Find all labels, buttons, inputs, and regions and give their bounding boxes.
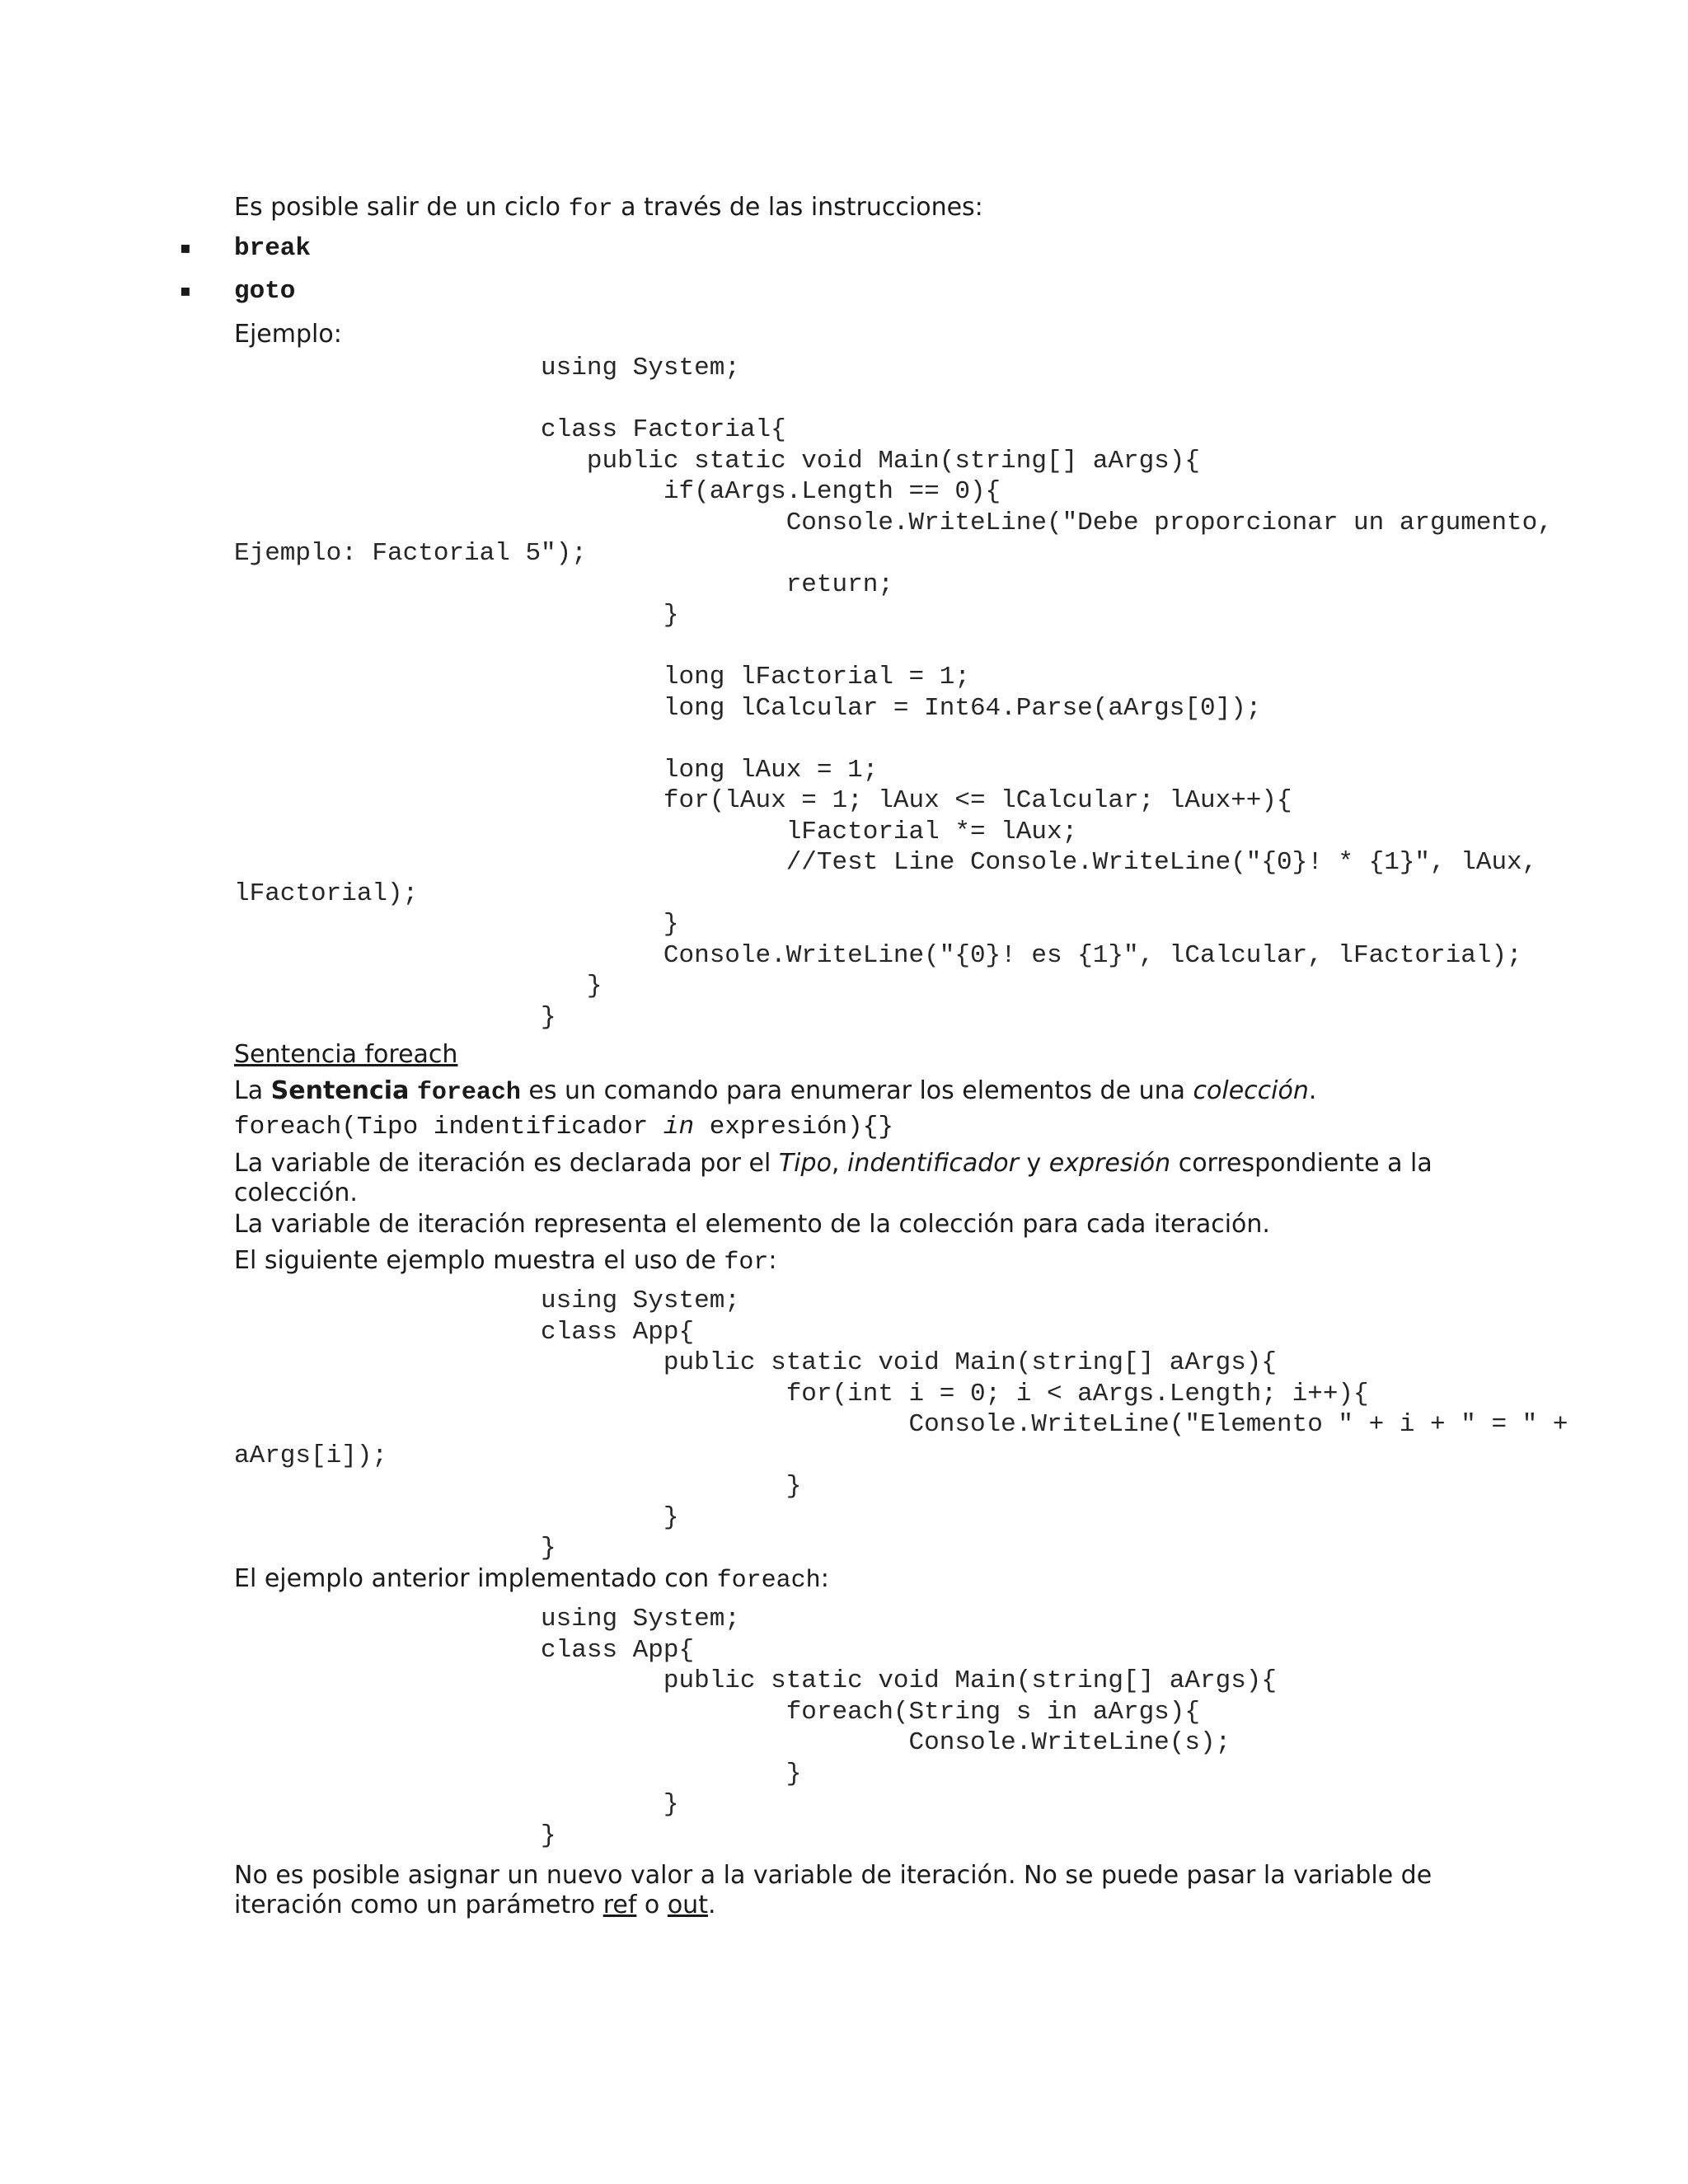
intro-paragraph <box>234 193 983 224</box>
code-block-factorial: using System; class Factorial{ public static void Main(string[] aArgs){ if(aArgs.Length == 0){ Console.WriteLine("Debe proporcionar un argumento, Ejemplo: Factorial 5"); return; } long lFactorial = 1; long lCalcular = Int64.Parse(aArgs[0]); long lAux = 1; for(lAux = 1; lAux <= lCalcular; lAux++){ lFactorial *= lAux; //Test Line Console.WriteLine("{0}! * {1}", lAux, lFactorial); } Console.WriteLine("{0}! es {1}", lCalcular, lFactorial); } } <box>234 354 1553 1032</box>
bullet-goto: goto <box>234 277 296 306</box>
section-heading <box>234 1040 457 1070</box>
example-intro-text: El siguiente ejemplo muestra el uso de <box>234 1246 724 1275</box>
desc-text-mid: es un comando para enumerar los elementos de una <box>520 1076 1193 1105</box>
foreach-intro-end: : <box>820 1564 829 1593</box>
foreach-syntax <box>234 1113 893 1142</box>
foreach-intro-code: foreach <box>716 1567 821 1595</box>
iteration-variable-paragraph <box>234 1149 1454 1208</box>
para-text: y <box>1018 1149 1049 1178</box>
bullet-icon: ▪ <box>180 280 191 300</box>
foreach-intro-text: El ejemplo anterior implementado con <box>234 1564 717 1593</box>
final-out: out <box>667 1891 708 1919</box>
final-text-o: o <box>636 1891 668 1919</box>
para-em-expr: expresión <box>1048 1149 1171 1178</box>
example-intro <box>234 1246 777 1277</box>
iteration-element-paragraph: La variable de iteración representa el elemento de la colección para cada iteración. <box>234 1210 1270 1239</box>
syntax-text: foreach(Tipo indentificador <box>234 1113 663 1141</box>
example-intro-code: for <box>724 1249 769 1277</box>
section-heading-text: Sentencia foreach <box>234 1040 458 1069</box>
para-text: , <box>831 1149 847 1178</box>
para-em-ident: indentificador <box>847 1149 1019 1178</box>
code-block-foreach: using System; class App{ public static void Main(string[] aArgs){ foreach(String s in aArgs){ Console.WriteLine(s); } } } <box>541 1605 1278 1850</box>
final-text-end: . <box>707 1891 716 1919</box>
code-block-for: using System; class App{ public static void Main(string[] aArgs){ for(int i = 0; i < aArgs.Length; i++){ Console.WriteLine("Elemento " + i + " = " + aArgs[i]); } } } <box>234 1286 1568 1563</box>
para-text: La variable de iteración es declarada por el <box>234 1149 779 1178</box>
desc-code: foreach <box>416 1079 521 1107</box>
desc-text: La <box>234 1076 271 1105</box>
desc-em: colección <box>1193 1076 1309 1105</box>
intro-text: Es posible salir de un ciclo <box>234 193 569 222</box>
final-ref: ref <box>603 1891 637 1919</box>
para-text: correspondiente a la colección. <box>234 1149 1432 1207</box>
desc-bold: Sentencia <box>270 1076 410 1105</box>
para-em-tipo: Tipo <box>778 1149 832 1178</box>
example-intro-end: : <box>768 1246 777 1275</box>
bullet-icon: ▪ <box>180 237 191 257</box>
foreach-description <box>234 1076 1316 1108</box>
desc-text-end: . <box>1308 1076 1317 1105</box>
intro-code: for <box>568 195 613 223</box>
bullet-break: break <box>234 234 312 263</box>
foreach-example-intro <box>234 1564 829 1596</box>
ejemplo-label: Ejemplo: <box>234 320 342 349</box>
final-paragraph <box>234 1861 1454 1920</box>
final-text: No es posible asignar un nuevo valor a la variable de iteración. No se puede pasar la variable de iteración como un parámetro <box>234 1861 1432 1919</box>
intro-text-end: a través de las instrucciones: <box>612 193 983 222</box>
syntax-in: in <box>663 1113 695 1141</box>
syntax-text-end: expresión){} <box>694 1113 893 1141</box>
